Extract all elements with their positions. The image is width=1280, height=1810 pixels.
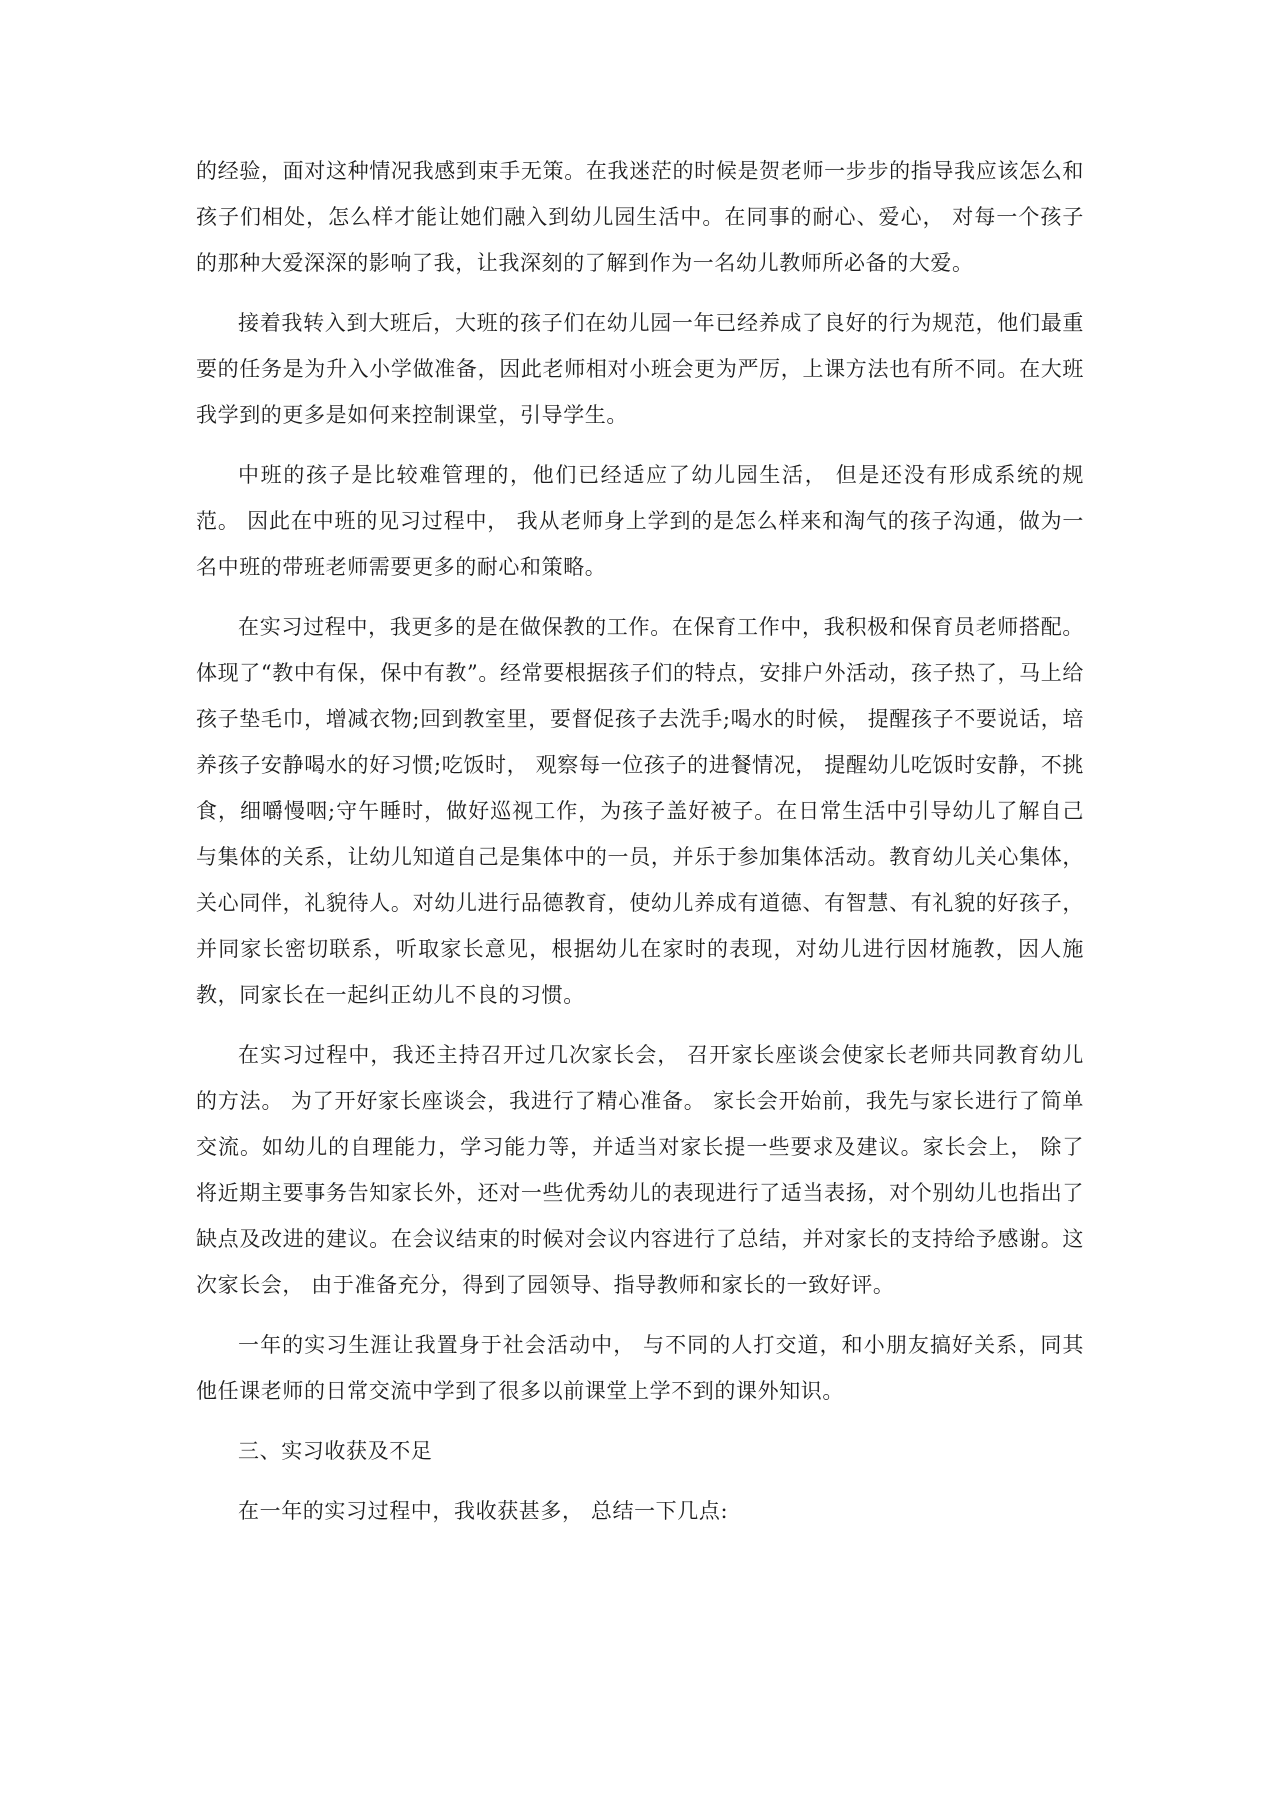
paragraph-care-work: 在实习过程中，我更多的是在做保教的工作。在保育工作中，我积极和保育员老师搭配。体现了“教中有保，保中有教”。经常要根据孩子们的特点，安排户外活动，孩子热了，马上给孩子垫毛巾，增减衣物;回到教室里，要督促孩子去洗手;喝水的时候， 提醒孩子不要说话，培养孩子安静喝水的好习惯;吃饭时， 观察每一位孩子的进餐情况， 提醒幼儿吃饭时安静，不挑食，细嚼慢咽;守午睡时，做好巡视工作，为孩子盖好被子。在日常生活中引导幼儿了解自己与集体的关系，让幼儿知道自己是集体中的一员，并乐于参加集体活动。教育幼儿关心集体，关心同伴，礼貌待人。对幼儿进行品德教育，使幼儿养成有道德、有智慧、有礼貌的好孩子， 并同家长密切联系，听取家长意见，根据幼儿在家时的表现，对幼儿进行因材施教，因人施教，同家长在一起纠正幼儿不良的习惯。	[196, 615, 1084, 1007]
document-body	[196, 148, 1084, 1548]
paragraph-internship-life: 一年的实习生涯让我置身于社会活动中， 与不同的人打交道，和小朋友搞好关系，同其他任课老师的日常交流中学到了很多以前课堂上学不到的课外知识。	[196, 1333, 1084, 1403]
section-heading: 三、实习收获及不足	[238, 1439, 433, 1463]
paragraph-continuation: 的经验，面对这种情况我感到束手无策。在我迷茫的时候是贺老师一步步的指导我应该怎么和孩子们相处，怎么样才能让她们融入到幼儿园生活中。在同事的耐心、爱心， 对每一个孩子的那种大爱深深的影响了我，让我深刻的了解到作为一名幼儿教师所必备的大爱。	[196, 159, 1084, 275]
paragraph-big-class: 接着我转入到大班后，大班的孩子们在幼儿园一年已经养成了良好的行为规范，他们最重要的任务是为升入小学做准备，因此老师相对小班会更为严厉，上课方法也有所不同。在大班我学到的更多是如何来控制课堂，引导学生。	[196, 311, 1084, 427]
paragraph-summary-intro: 在一年的实习过程中，我收获甚多， 总结一下几点:	[238, 1499, 729, 1523]
paragraph-parent-meeting: 在实习过程中，我还主持召开过几次家长会， 召开家长座谈会使家长老师共同教育幼儿的方法。 为了开好家长座谈会，我进行了精心准备。 家长会开始前，我先与家长进行了简单交流。如幼儿的自理能力，学习能力等，并适当对家长提一些要求及建议。家长会上， 除了将近期主要事务告知家长外，还对一些优秀幼儿的表现进行了适当表扬，对个别幼儿也指出了缺点及改进的建议。在会议结束的时候对会议内容进行了总结，并对家长的支持给予感谢。这次家长会， 由于准备充分，得到了园领导、指导教师和家长的一致好评。	[196, 1043, 1084, 1297]
paragraph-middle-class: 中班的孩子是比较难管理的，他们已经适应了幼儿园生活， 但是还没有形成系统的规范。 因此在中班的见习过程中， 我从老师身上学到的是怎么样来和淘气的孩子沟通，做为一名中班的带班老师需要更多的耐心和策略。	[196, 463, 1084, 579]
